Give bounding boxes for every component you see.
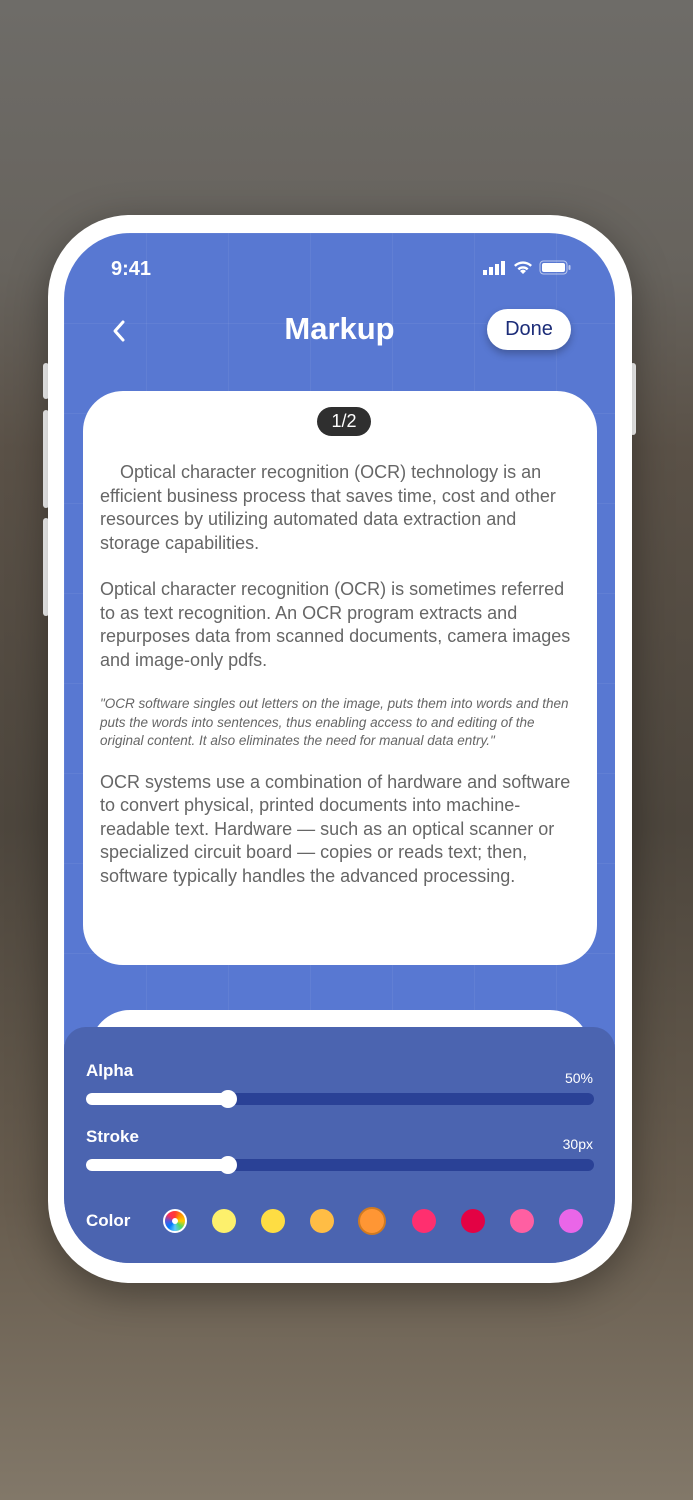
signal-icon — [483, 261, 507, 275]
battery-icon — [539, 260, 571, 275]
page-indicator: 1/2 — [317, 407, 371, 436]
stroke-label: Stroke — [86, 1127, 139, 1146]
color-swatch[interactable] — [461, 1209, 485, 1233]
color-swatch[interactable] — [358, 1207, 386, 1235]
page-title: Markup — [284, 311, 395, 346]
stroke-slider[interactable] — [86, 1159, 594, 1171]
color-label: Color — [86, 1211, 131, 1230]
quote: "OCR software singles out letters on the image, puts them into words and then puts the words into sentences, thus enabling access to and editing of the original content. It also eliminates the need for manual data entry." — [100, 696, 569, 748]
paragraph: Optical character recognition (OCR) technology is an efficient business process that saves time, cost and other resources by utilizing automated data extraction and storage capabilities. — [100, 462, 556, 553]
stroke-slider-thumb[interactable] — [219, 1156, 237, 1174]
document-text — [100, 461, 578, 911]
paragraph: Optical character recognition (OCR) is sometimes referred to as text recognition. An OCR program extracts and repurposes data from scanned documents, camera images and image-only pdfs. — [100, 579, 571, 670]
status-icons — [483, 260, 571, 275]
alpha-value: 50% — [564, 1070, 593, 1086]
alpha-label: Alpha — [86, 1061, 134, 1080]
color-swatch[interactable] — [510, 1209, 534, 1233]
color-swatch[interactable] — [412, 1209, 436, 1233]
alpha-slider-thumb[interactable] — [219, 1090, 237, 1108]
color-swatch[interactable] — [212, 1209, 236, 1233]
done-button[interactable]: Done — [487, 309, 571, 350]
color-wheel-icon[interactable] — [163, 1209, 187, 1233]
color-swatch[interactable] — [310, 1209, 334, 1233]
color-swatch[interactable] — [261, 1209, 285, 1233]
wifi-icon — [513, 260, 533, 275]
color-swatch[interactable] — [559, 1209, 583, 1233]
document-page — [83, 391, 597, 965]
stroke-value: 30px — [562, 1136, 593, 1152]
status-time: 9:41 — [111, 258, 152, 280]
markup-controls-panel — [64, 1027, 615, 1263]
paragraph: OCR systems use a combination of hardware and software to convert physical, printed documents into machine-readable text. Hardware — such as an optical scanner or specialized circuit board — copies or reads text; then, software typically handles the advanced processing. — [100, 771, 571, 886]
markup-screen — [64, 233, 615, 1263]
alpha-slider[interactable] — [86, 1093, 594, 1105]
